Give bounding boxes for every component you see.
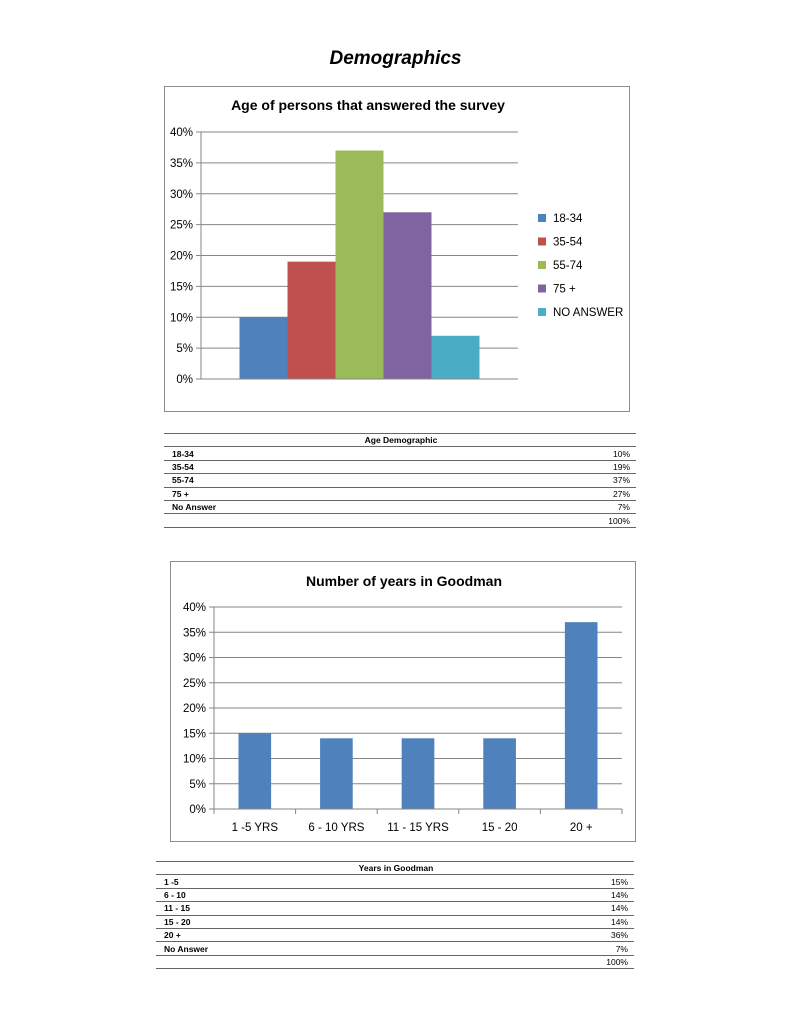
bar-15-20 — [483, 738, 516, 809]
row-label: 15 - 20 — [156, 915, 452, 928]
y-tick-label: 35% — [182, 627, 206, 640]
row-value: 37% — [456, 474, 636, 487]
row-label: 20 + — [156, 928, 452, 941]
table-row — [164, 460, 636, 473]
x-tick-label: 1 -5 YRS — [231, 822, 279, 834]
legend-label: 75 + — [553, 283, 576, 296]
row-value: 27% — [456, 487, 636, 500]
y-tick-label: 40% — [182, 602, 206, 614]
table-row — [156, 942, 634, 955]
row-label: 1 -5 — [156, 875, 452, 888]
bar-18-34 — [240, 317, 288, 379]
years-chart-title: Number of years in Goodman — [305, 573, 503, 589]
table-row — [164, 500, 636, 513]
legend-label: NO ANSWER — [553, 307, 624, 319]
row-label: 11 - 15 — [156, 902, 452, 915]
table-row — [156, 928, 634, 941]
x-tick-label: 20 + — [569, 822, 593, 834]
table-row — [156, 875, 634, 888]
bar-6-10-yrs — [320, 738, 353, 809]
table-row — [164, 487, 636, 500]
y-tick-label: 0% — [176, 374, 193, 386]
row-label: No Answer — [156, 942, 452, 955]
x-tick-label: 6 - 10 YRS — [308, 822, 365, 834]
y-tick-label: 20% — [182, 703, 206, 715]
years-table-header: Years in Goodman — [156, 862, 634, 875]
row-value: 14% — [452, 902, 634, 915]
row-value: 14% — [452, 888, 634, 901]
y-tick-label: 15% — [169, 281, 193, 294]
age-demographic-table — [164, 433, 636, 528]
total-value: 100% — [456, 514, 636, 527]
legend-label: 55-74 — [553, 260, 583, 272]
row-label: 55-74 — [164, 474, 456, 487]
bar-11-15-yrs — [402, 738, 435, 809]
legend-swatch — [538, 214, 546, 222]
legend-label: 18-34 — [553, 213, 583, 225]
y-tick-label: 15% — [182, 728, 206, 741]
bar-55-74 — [336, 151, 384, 379]
age-chart-svg — [165, 87, 631, 413]
legend-label: 35-54 — [553, 236, 583, 249]
row-value: 7% — [452, 942, 634, 955]
table-row — [164, 447, 636, 460]
y-tick-label: 10% — [182, 753, 206, 766]
legend-swatch — [538, 261, 546, 269]
row-value: 15% — [452, 875, 634, 888]
years-in-goodman-table — [156, 861, 634, 969]
bar-20 — [565, 622, 598, 809]
row-label: 6 - 10 — [156, 888, 452, 901]
row-value: 14% — [452, 915, 634, 928]
legend-swatch — [538, 308, 546, 316]
age-chart-title: Age of persons that answered the survey — [231, 97, 505, 113]
row-label: 35-54 — [164, 460, 456, 473]
row-value: 10% — [456, 447, 636, 460]
years-chart-svg — [171, 562, 637, 843]
row-label: 75 + — [164, 487, 456, 500]
table-row — [156, 915, 634, 928]
row-value: 19% — [456, 460, 636, 473]
bar-35-54 — [288, 262, 336, 379]
table-row — [164, 474, 636, 487]
total-value: 100% — [452, 955, 634, 968]
page-title: Demographics — [329, 48, 462, 69]
bar-75 — [384, 212, 432, 379]
age-table-header: Age Demographic — [164, 434, 636, 447]
y-tick-label: 20% — [169, 250, 193, 263]
years-chart — [170, 561, 636, 842]
y-tick-label: 10% — [169, 312, 193, 325]
y-tick-label: 30% — [169, 188, 193, 201]
x-tick-label: 11 - 15 YRS — [387, 822, 449, 834]
y-tick-label: 25% — [169, 219, 193, 232]
legend-swatch — [538, 285, 546, 293]
table-total-row — [164, 514, 636, 527]
y-tick-label: 25% — [182, 677, 206, 690]
bar-no-answer — [432, 336, 480, 379]
row-value: 36% — [452, 928, 634, 941]
row-label: No Answer — [164, 500, 456, 513]
y-tick-label: 5% — [176, 343, 193, 356]
x-tick-label: 15 - 20 — [481, 822, 518, 834]
table-total-row — [156, 955, 634, 968]
legend-swatch — [538, 238, 546, 246]
row-value: 7% — [456, 500, 636, 513]
y-tick-label: 35% — [169, 157, 193, 170]
bar-1-5-yrs — [238, 733, 271, 809]
y-tick-label: 30% — [182, 652, 206, 665]
y-tick-label: 40% — [169, 127, 193, 139]
table-row — [156, 888, 634, 901]
age-chart — [164, 86, 630, 412]
row-label: 18-34 — [164, 447, 456, 460]
y-tick-label: 0% — [189, 804, 206, 816]
table-row — [156, 902, 634, 915]
y-tick-label: 5% — [189, 778, 206, 791]
